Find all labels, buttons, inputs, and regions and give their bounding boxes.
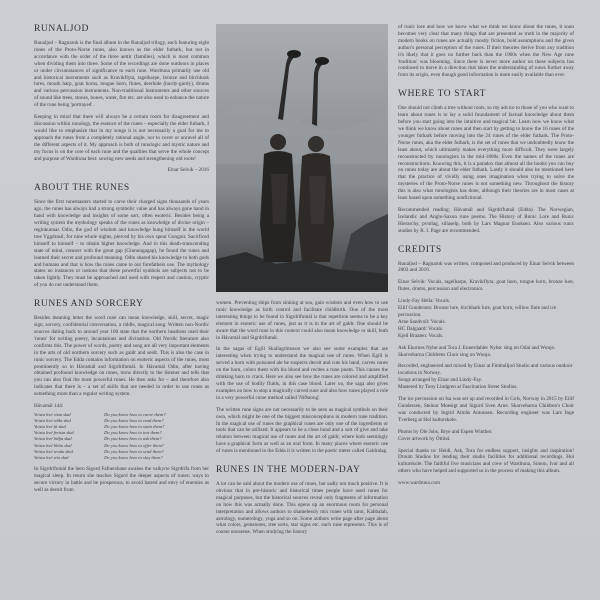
column-right (398, 24, 574, 594)
where-to-start-paragraph-1: One should not climb a tree without roots, so my advice to those of you who want to learn about runes is to lay a solid foundament of factual knowledge about them before you start going into the intuitive and magical bit. Learn how we know what we think we know about runes and then start by getting to know the 16 runes of the younger futhark before moving into the 24 runes of the elder futhark. The Proto-Norse runes, aka the elder futhark, is the set of runes that we undoubtedly know the least about, which ultimately makes everything more difficult. They were largely reconstructed by runologists in the mid-1800s. Even the names of the runes are reconstructions. Knowing this, it is a paradox that almost all the books you can buy on runes today are about the elder futhark. Lastly it should also be mentioned here that the practice of vividly using ones imagination when trying to solve the mysteries of the Proto-Norse runes is not something new. Throughout the history this is also what runologists has done, although their theories are in most cases at least based upon something nonfictional. (398, 105, 574, 202)
runes-sorcery-paragraph-2: In Sigrdrífumál the hero Sigurd Fafnersbane awakes the valkyrie Sigrdrífa from her magical sleep. In return she teaches Sigurd the deeper aspects of runes: ways to secure victory in battle and be prosperous, to avoid hatred and envy of enemies as well as deceit from (34, 465, 209, 493)
runaljod-paragraph-2: Keeping in mind that there will always be a certain room for disagreement and discussion within runology, the essence of the runes – especially the elder futhark, I would like to emphasize that in my songs it is not necessarily a goal for me to approach the runes from a completely rational angle, nor to cover or unravel all of the different aspects of it. My approach is both of runologic and mystic nature and my focus is on the core of each rune and the qualities that serve the whole concept and purpose of Wardruna best: sowing new seeds and strengthening old roots! (34, 114, 209, 162)
where-to-start-paragraph-2: Recommended reading: Hávamál and Sigrdrífumál (Edda). The Norwegian, Icelandic and Anglo-Saxon rune poems. The History of Runic Lore and Runic Hierarchy, pvmlag, sillaselp, both by Lars Magnar Enoksen. Also various runic studies by R. I. Page are recommended. (398, 206, 574, 234)
photo-illustration (216, 24, 388, 292)
website-link[interactable]: www.wardruna.com (398, 480, 441, 487)
runes-sorcery-paragraph-1: Besides meaning letter the word rune can mean knowledge, skill, secret, magic sign, sorcery, confidential conversation, a riddle, magical song. Written non-Nordic sources dating back to around year 100 state that the northern heathens used their 'runes' for writing poetry, incantations and divination. Old Nordic literature also confirms this. The power of words, poetry and song are all very important elements in the arts of old northern sorcery such as galdr and seidr. This is also the case in runic sorcery. The Edda contains information on esoteric aspects of the runes, most prominently so in Hávamál and Sigrdrífumál. In Hávamál Odin, after having obtained profound knowledge on runes, turns directly to the listener and tells that you can also find the most powerful runes. He then asks for – and therefore also indicates that there is – a set of skills that are needed in order to use runes as something more than a regular writing system. (34, 315, 209, 398)
middle-paragraph-2: In the sagas of Egill Skallagrímsson we also see some examples that are interesting when trying to understand the magical use of runes. When Egill is served a horn with poisoned ale he suspects deceit and cuts his hand, carves runes on the horn, colors them with his blood and recites a rune poem. This causes the drinking horn to crack. Here we also see how the runes are colored and amplified with the use of bodily fluids, in this case blood. Later on, the saga also gives examples on how to stop a magically carved rune and also how runes played a role in a very powerful curse method called 'Níðstong'. (216, 346, 388, 401)
signature: Einar Selvik – 2016 (167, 167, 209, 174)
verse-translation: Do you know how to slay them? (104, 454, 163, 460)
verse-table (34, 412, 209, 461)
verse-old-norse: Veistu hvé rísta skal (34, 412, 71, 418)
credits-paragraph-4: Ask Ekornes Nybø and Tora J. Ennerdahler Nybø: sing on Odal and Wunjo. Skarvebarna Childrens Choir sing on Wunjo. (398, 344, 556, 358)
about-runes-heading: ABOUT THE RUNES (34, 183, 130, 194)
verse-old-norse: Veistu hvé freista skal (34, 430, 74, 436)
middle-paragraph-3: The written rune signs are not necessarily to be seen as magical symbols on their own, which might be one of the biggest misconceptions in modern rune tradition. In the magical use of runes the graphical runes are only one of the ingredients or tools that can be utilized. It appears to be a close bond and a sort of give and take relation between magical use of runes and the art of galdr, where both seemingly have a graphical form as well as an oral form. In many places where esoteric use of runes is mentioned in the Edda it is written in the poetic meter called Galdralag. (216, 406, 388, 455)
verse-translation: Do you know how to ask them? (104, 436, 162, 442)
where-to-start-heading: WHERE TO START (398, 89, 486, 100)
verse-old-norse: Veistu hvé blóta skal (34, 442, 72, 448)
verse-old-norse: Veistu hvé ráða skal (34, 418, 71, 424)
column-middle (216, 300, 388, 595)
credits-paragraph-2: Einar Selvik: Vocals, tagelharpe, Kravikflyta, goat horn, tongue horn, bronze lure, flutes, drums, percussion and electronics. (398, 279, 574, 293)
modern-day-heading: RUNES IN THE MODERN-DAY (216, 465, 361, 476)
runes-sorcery-heading: RUNES AND SORCERY (34, 299, 144, 310)
verse-translation: Do you know how to stain them? (104, 424, 165, 430)
verse-old-norse: Veistu hvé biðja skal (34, 436, 72, 442)
right-paragraph-0: of runic lore and how we know what we think we know about the runes, it soon becomes very clear that many things that are presented as truth in the majority of modern books on runes are actually mostly fiction, bold assumptions and the given author's personal perception of the runes. If their theories derive from any tradition it's likely that it goes no further back than the 1960s when the New Age rune 'tradition' was blooming. Since there is never more author on these subjects has continued to move in a direction that takes the understanding of runes further away from its origin, even though good information is more easily available than ever. (398, 24, 574, 79)
verse-old-norse: Veistu hvé fá skal (34, 424, 66, 430)
credits-paragraph-7: Photos by Ole Jobs, Brye and Espen Winther. Cover artwork by Óttind. (398, 428, 493, 442)
middle-paragraph-1: women. Preventing ships from sinking at sea, gain wisdom and even how to use runic knowledge as birth control and facilitate childbirth. One of the most interesting things to be found in Sigrdrífumál is that repetition seems to be a key element in esoteric use of runes, just as it is in the art of galdr. One should be aware that the word rune in this context could also mean knowledge or skill, both in Hávamál and Sigrdrífumál. (216, 300, 388, 341)
credits-paragraph-1: Runaljod – Ragnarok was written, composed and produced by Einar Selvik between 2003 and 2016. (398, 260, 574, 274)
credits-paragraph-6: The ice percussion on Isa was set up and recorded in Gols, Norway in 2015 by Eilif Gundersen, Steinar Moesigt and Sigurd Sven Arne. Skarvebarna Children's Choir was conducted by Ingrid Almås Antonsen. Recording engineer was Lars Inge Tverberg at Hol kulturskole. (398, 396, 574, 423)
band-photo (216, 24, 388, 292)
verse-old-norse: Veistu hvé senda skal (34, 448, 73, 454)
verse-title: Hávamál 144: (34, 403, 64, 410)
verse-old-norse: Veistu hvé sóa skal (34, 454, 69, 460)
verse-translation: Do you know how to carve them? (104, 412, 166, 418)
verse-translation: Do you know how to read them? (104, 418, 164, 424)
credits-heading: CREDITS (398, 244, 442, 255)
verse-translation: Do you know how to send them? (104, 448, 164, 454)
runaljod-paragraph-1: Runaljod – Ragnarok is the final album in the Runaljod trilogy, each featuring eight runes of the Proto-Norse runes, also known as the elder futhark, but not in accordance with the order of the three aettir (families), which is most common when dividing them into three. Some of the recordings are done outdoors in places or under circumstances of significance to each rune. Wardruna primarily use old and historical instruments such as Kravikflyta, tagelharpe, bronze and birchbark lures, mouth harp, goat horns, tongue horn, flutes, deerhide (hurdy-gurdy), drums and various percussion instruments. Non-traditional instruments and other sources of sound like trees, stones, bones, water, fire etc. are also used to enhance the nature of the rune being 'portrayed'. (34, 40, 209, 109)
credits-paragraph-8: Special thanks to: Heidi, Ask, Tora for endless support, insights and inspiration! Druum Studios for lending their studio facilities for additional recordings. Hol kulturskole. The faithful live musicians and crew of Wardruna, Simon, Ivar and all others who have helped and supported us in the process of making this album. (398, 447, 574, 475)
modern-day-paragraph: A lot can be said about the modern use of runes, but sadly not much positive. It is obvious that in pre-historic and historical times people have used runes for magical purposes, but the historical sources reveal only fragments of information on how this was actually done. This opens up an enormous room for personal interpretation and allows authors to shamelessly mix runes with tarot, Kabbalah, astrology, numerology, yoga and so on. Some authors write page after page about what colors, gemstones, tree sorts, star signs etc. each rune represents. This is of course nonsense. When studying the history (216, 481, 388, 536)
verse-translation: Do you know how to offer them? (104, 442, 165, 448)
verse-translation: Do you know how to test them? (104, 430, 162, 436)
verse-line (34, 455, 209, 461)
column-left (34, 24, 209, 594)
credits-paragraph-5: Recorded, engineered and mixed by Einar at Fimbulljod Studio and various outdoor locations in Norway. Songs arranged by Einar and Lindy-Fay. Mastered by Tony Lindgren at Fascination Street Studios. (398, 363, 573, 391)
runaljod-heading: RUNALJOD (34, 24, 89, 34)
credits-paragraph-3: Lindy-Fay Hella: Vocals. Eilif Gundersen: Bronze lure, birchbark lure, goat horn, willow flute and ice percussion. Arne Sandvoll: Vocals. HC Dalgaard: Vocals. Kjell Braaten: Vocals. (398, 298, 557, 339)
about-runes-paragraph: Since the first runemasters started to carve their charged signs thousands of years ago, the runes has always had a strong symbolic value and has always gone hand in hand with knowledge and insights of some sort, often esoteric. Besides being a writing system the mythology speaks of the runes as knowledge of divine origin – reginkunnar. Odin, the god of wisdom and knowledge hung himself in the world tree Yggdrasil, for nine whole nights, pierced by his own spear Gungnir. Sacrificed himself to himself – to obtain higher knowledge. And in this death-transcending state of mind, connect with the great gap (Ginnungagap), he found the runes and learned their secret and profound meaning. Odin shared his knowledge to both gods and humans and that is how the runes came to our forefathers use. The mythology states no instances or notions that these powerful symbols are subjects not to be taken lightly. They must be approached and used with respect and caution, cryptic of you do not understand them. (34, 199, 209, 289)
